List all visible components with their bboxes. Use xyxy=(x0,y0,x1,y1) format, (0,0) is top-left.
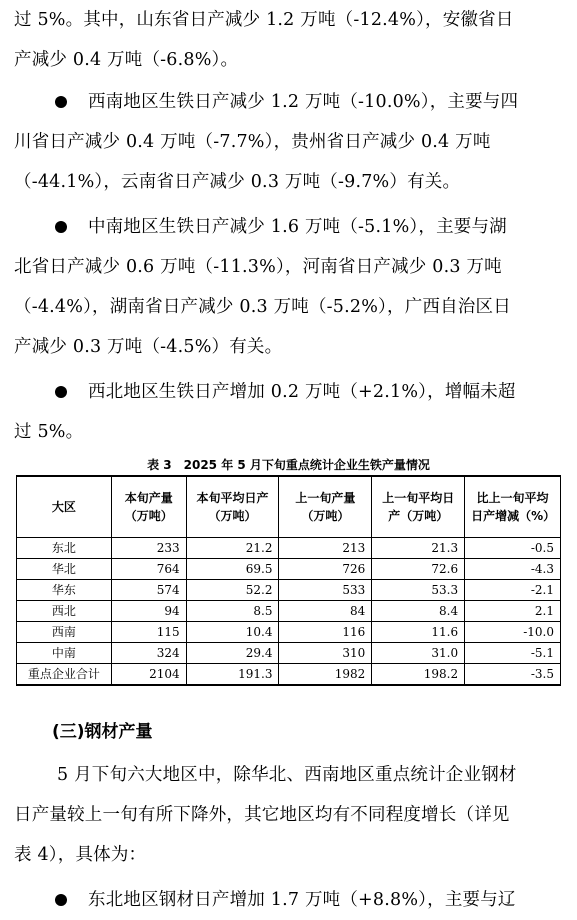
paragraph-line: 产减少 0.4 万吨（-6.8%）。 xyxy=(14,50,239,70)
table-row xyxy=(17,538,561,559)
cell: 191.3 xyxy=(186,664,279,686)
bullet-text: 西北地区生铁日产增加 0.2 万吨（+2.1%），增幅未超 xyxy=(88,382,516,402)
cell: 574 xyxy=(111,580,186,601)
cell: 72.6 xyxy=(372,559,465,580)
cell: 1982 xyxy=(279,664,372,686)
table-row xyxy=(17,643,561,664)
table-header-row xyxy=(17,476,561,538)
paragraph-line: 日产量较上一旬有所下降外，其它地区均有不同程度增长（详见 xyxy=(14,805,510,825)
paragraph-line: 川省日产减少 0.4 万吨（-7.7%），贵州省日产减少 0.4 万吨 xyxy=(14,132,491,152)
cell: 10.4 xyxy=(186,622,279,643)
cell: 8.5 xyxy=(186,601,279,622)
table-row xyxy=(17,622,561,643)
paragraph-line: 产减少 0.3 万吨（-4.5%）有关。 xyxy=(14,337,283,357)
cell-region: 东北 xyxy=(17,538,112,559)
cell: -10.0 xyxy=(465,622,561,643)
cell: 31.0 xyxy=(372,643,465,664)
cell: 198.2 xyxy=(372,664,465,686)
paragraph-line: 过 5%。 xyxy=(14,422,84,442)
bullet-text: 东北地区钢材日产增加 1.7 万吨（+8.8%），主要与辽 xyxy=(88,890,516,910)
cell: 213 xyxy=(279,538,372,559)
cell: 310 xyxy=(279,643,372,664)
cell: 726 xyxy=(279,559,372,580)
cell-region: 西南 xyxy=(17,622,112,643)
cell: 52.2 xyxy=(186,580,279,601)
paragraph-line: （-44.1%），云南省日产减少 0.3 万吨（-9.7%）有关。 xyxy=(14,172,461,192)
paragraph-line: 5 月下旬六大地区中，除华北、西南地区重点统计企业钢材 xyxy=(57,765,517,785)
header-previous-daily: 上一旬平均日产（万吨） xyxy=(372,476,465,538)
cell: 53.3 xyxy=(372,580,465,601)
header-current-output: 本旬产量（万吨） xyxy=(111,476,186,538)
cell: 2104 xyxy=(111,664,186,686)
paragraph-line: 北省日产减少 0.6 万吨（-11.3%），河南省日产减少 0.3 万吨 xyxy=(14,257,502,277)
header-current-daily: 本旬平均日产（万吨） xyxy=(186,476,279,538)
header-previous-output: 上一旬产量（万吨） xyxy=(279,476,372,538)
header-daily-change: 比上一旬平均日产增减（%） xyxy=(465,476,561,538)
cell: 115 xyxy=(111,622,186,643)
cell: 84 xyxy=(279,601,372,622)
cell: 8.4 xyxy=(372,601,465,622)
bullet-text: 中南地区生铁日产减少 1.6 万吨（-5.1%），主要与湖 xyxy=(88,217,507,237)
table-row xyxy=(17,601,561,622)
cell-region: 重点企业合计 xyxy=(17,664,112,686)
paragraph-line: 过 5%。其中，山东省日产减少 1.2 万吨（-12.4%），安徽省日 xyxy=(14,10,514,30)
cell: -4.3 xyxy=(465,559,561,580)
cell-region: 中南 xyxy=(17,643,112,664)
cell: 533 xyxy=(279,580,372,601)
table-total-row xyxy=(17,664,561,686)
cell: 764 xyxy=(111,559,186,580)
bullet-dot-icon xyxy=(55,894,67,906)
cell: -2.1 xyxy=(465,580,561,601)
cell: -0.5 xyxy=(465,538,561,559)
paragraph-line: （-4.4%），湖南省日产减少 0.3 万吨（-5.2%），广西自治区日 xyxy=(14,297,511,317)
cell: 29.4 xyxy=(186,643,279,664)
cell: 116 xyxy=(279,622,372,643)
pig-iron-output-table xyxy=(16,475,561,686)
cell: 2.1 xyxy=(465,601,561,622)
bullet-dot-icon xyxy=(55,221,67,233)
cell: -5.1 xyxy=(465,643,561,664)
table-row xyxy=(17,580,561,601)
cell: 233 xyxy=(111,538,186,559)
cell: 324 xyxy=(111,643,186,664)
cell: 21.3 xyxy=(372,538,465,559)
section-heading: (三)钢材产量 xyxy=(52,722,153,742)
bullet-text: 西南地区生铁日产减少 1.2 万吨（-10.0%），主要与四 xyxy=(88,92,519,112)
bullet-dot-icon xyxy=(55,96,67,108)
cell: 21.2 xyxy=(186,538,279,559)
cell: 11.6 xyxy=(372,622,465,643)
table-row xyxy=(17,559,561,580)
cell: 94 xyxy=(111,601,186,622)
paragraph-line: 表 4），具体为： xyxy=(14,845,147,865)
cell: 69.5 xyxy=(186,559,279,580)
table-caption: 表 3 2025 年 5 月下旬重点统计企业生铁产量情况 xyxy=(147,458,430,472)
cell-region: 西北 xyxy=(17,601,112,622)
header-region: 大区 xyxy=(17,476,112,538)
cell-region: 华东 xyxy=(17,580,112,601)
cell-region: 华北 xyxy=(17,559,112,580)
cell: -3.5 xyxy=(465,664,561,686)
bullet-dot-icon xyxy=(55,386,67,398)
